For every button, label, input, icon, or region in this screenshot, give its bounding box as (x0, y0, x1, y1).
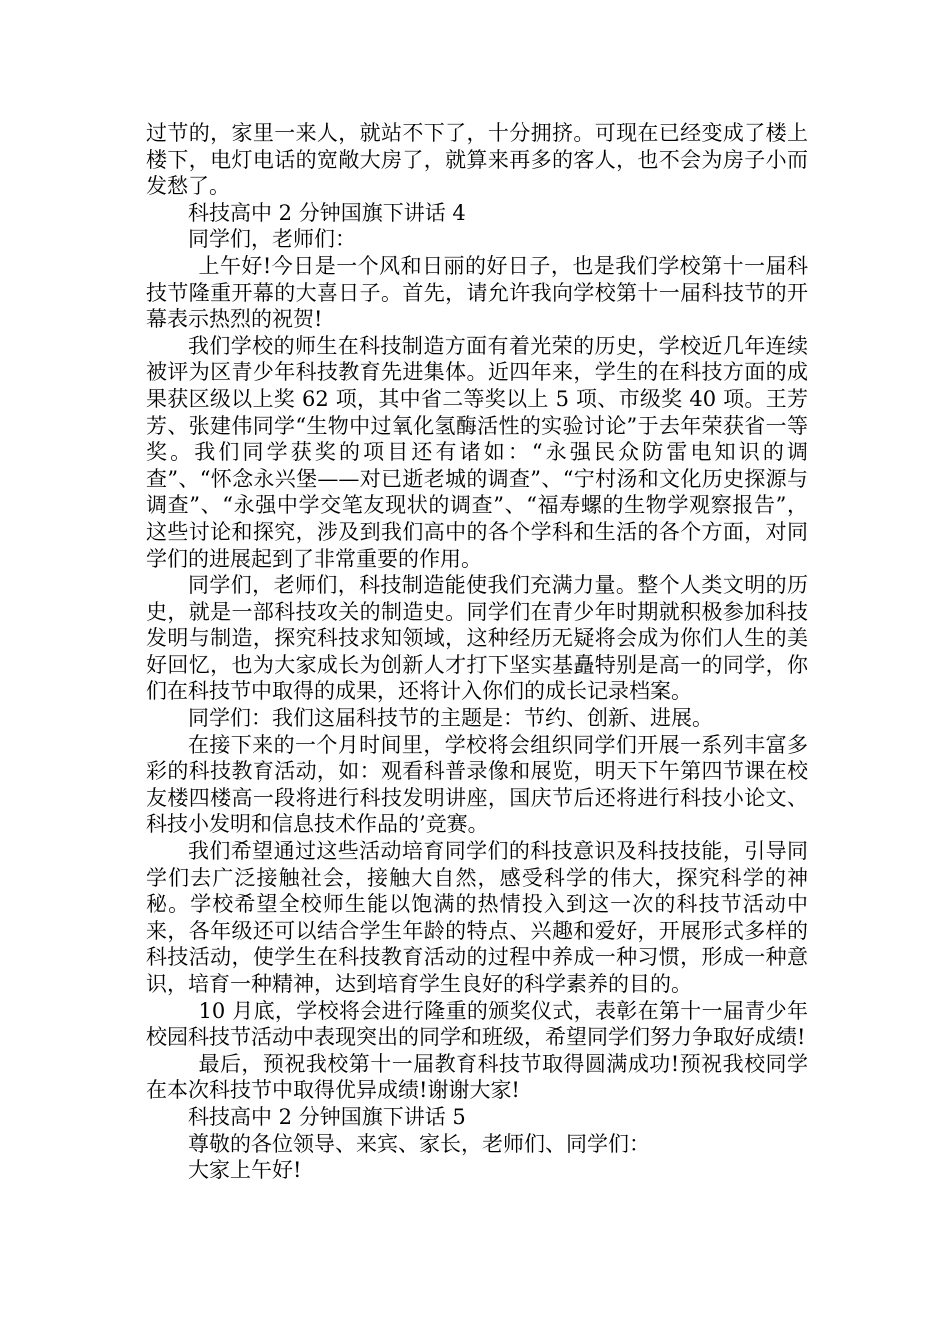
paragraph-history: 我们学校的师生在科技制造方面有着光荣的历史，学校近几年连续被评为区青少年科技教育先进集体。近四年来，学生的在科技方面的成果获区级以上奖 62 项，其中省二等奖以上 5 项、市级奖 40 项。王芳芳、张建伟同学“生物中过氧化氢酶活性的实验讨论”于去年荣获省一等奖。我们同学获奖的项目还有诸如：“永强民众防雷电知识的调查”、“怀念永兴堡——对已逝老城的调查”、“宁村汤和文化历史探源与调查”、“永强中学交笔友现状的调查”、“福寿螺的生物学观察报告”，这些讨论和探究，涉及到我们高中的各个学科和生活的各个方面，对同学们的进展起到了非常重要的作用。 (146, 333, 808, 571)
salutation-2: 尊敬的各位领导、来宾、家长，老师们、同学们： (188, 1131, 650, 1156)
paragraph-continuation: 过节的，家里一来人，就站不下了，十分拥挤。可现在已经变成了楼上楼下，电灯电话的宽敞大房了，就算来再多的客人，也不会为房子小而发愁了。 (146, 121, 808, 199)
paragraph-closing: 最后，预祝我校第十一届教育科技节取得圆满成功!预祝我校同学在本次科技节中取得优异成绩!谢谢大家! (146, 1051, 808, 1103)
section-heading-5: 科技高中 2 分钟国旗下讲话 5 (188, 1104, 466, 1129)
paragraph-innovation: 同学们，老师们，科技制造能使我们充满力量。整个人类文明的历史，就是一部科技攻关的制造史。同学们在青少年时期就积极参加科技发明与制造，探究科技求知领域，这种经历无疑将会成为你们人生的美好回忆，也为大家成长为创新人才打下坚实基矗特别是高一的同学，你们在科技节中取得的成果，还将计入你们的成长记录档案。 (146, 573, 808, 704)
greeting-2: 大家上午好! (188, 1158, 302, 1183)
paragraph-greeting: 上午好!今日是一个风和日丽的好日子，也是我们学校第十一届科技节隆重开幕的大喜日子。首先，请允许我向学校第十一届科技节的开幕表示热烈的祝贺! (146, 253, 808, 332)
section-heading-4: 科技高中 2 分钟国旗下讲话 4 (188, 200, 466, 225)
salutation: 同学们，老师们： (188, 227, 356, 252)
paragraph-awards: 10 月底，学校将会进行隆重的颁奖仪式，表彰在第十一届青少年校园科技节活动中表现突出的同学和班级，希望同学们努力争取好成绩! (146, 998, 808, 1050)
document-body (146, 120, 808, 1184)
paragraph-goals: 我们希望通过这些活动培育同学们的科技意识及科技技能，引导同学们去广泛接触社会，接触大自然，感受科学的伟大，探究科学的神秘。学校希望全校师生能以饱满的热情投入到这一次的科技节活动中来，各年级还可以结合学生年龄的特点、兴趣和爱好，开展形式多样的科技活动，使学生在科技教育活动的过程中养成一种习惯，形成一种意识，培育一种精神，达到培育学生良好的科学素养的目的。 (146, 839, 808, 996)
paragraph-activities: 在接下来的一个月时间里，学校将会组织同学们开展一系列丰富多彩的科技教育活动，如：观看科普录像和展览，明天下午第四节课在校友楼四楼高一段将进行科技发明讲座，国庆节后还将进行科技小论文、科技小发明和信息技术作品的’竞赛。 (146, 732, 808, 837)
paragraph-theme: 同学们：我们这届科技节的主题是：节约、创新、进展。 (188, 706, 713, 731)
